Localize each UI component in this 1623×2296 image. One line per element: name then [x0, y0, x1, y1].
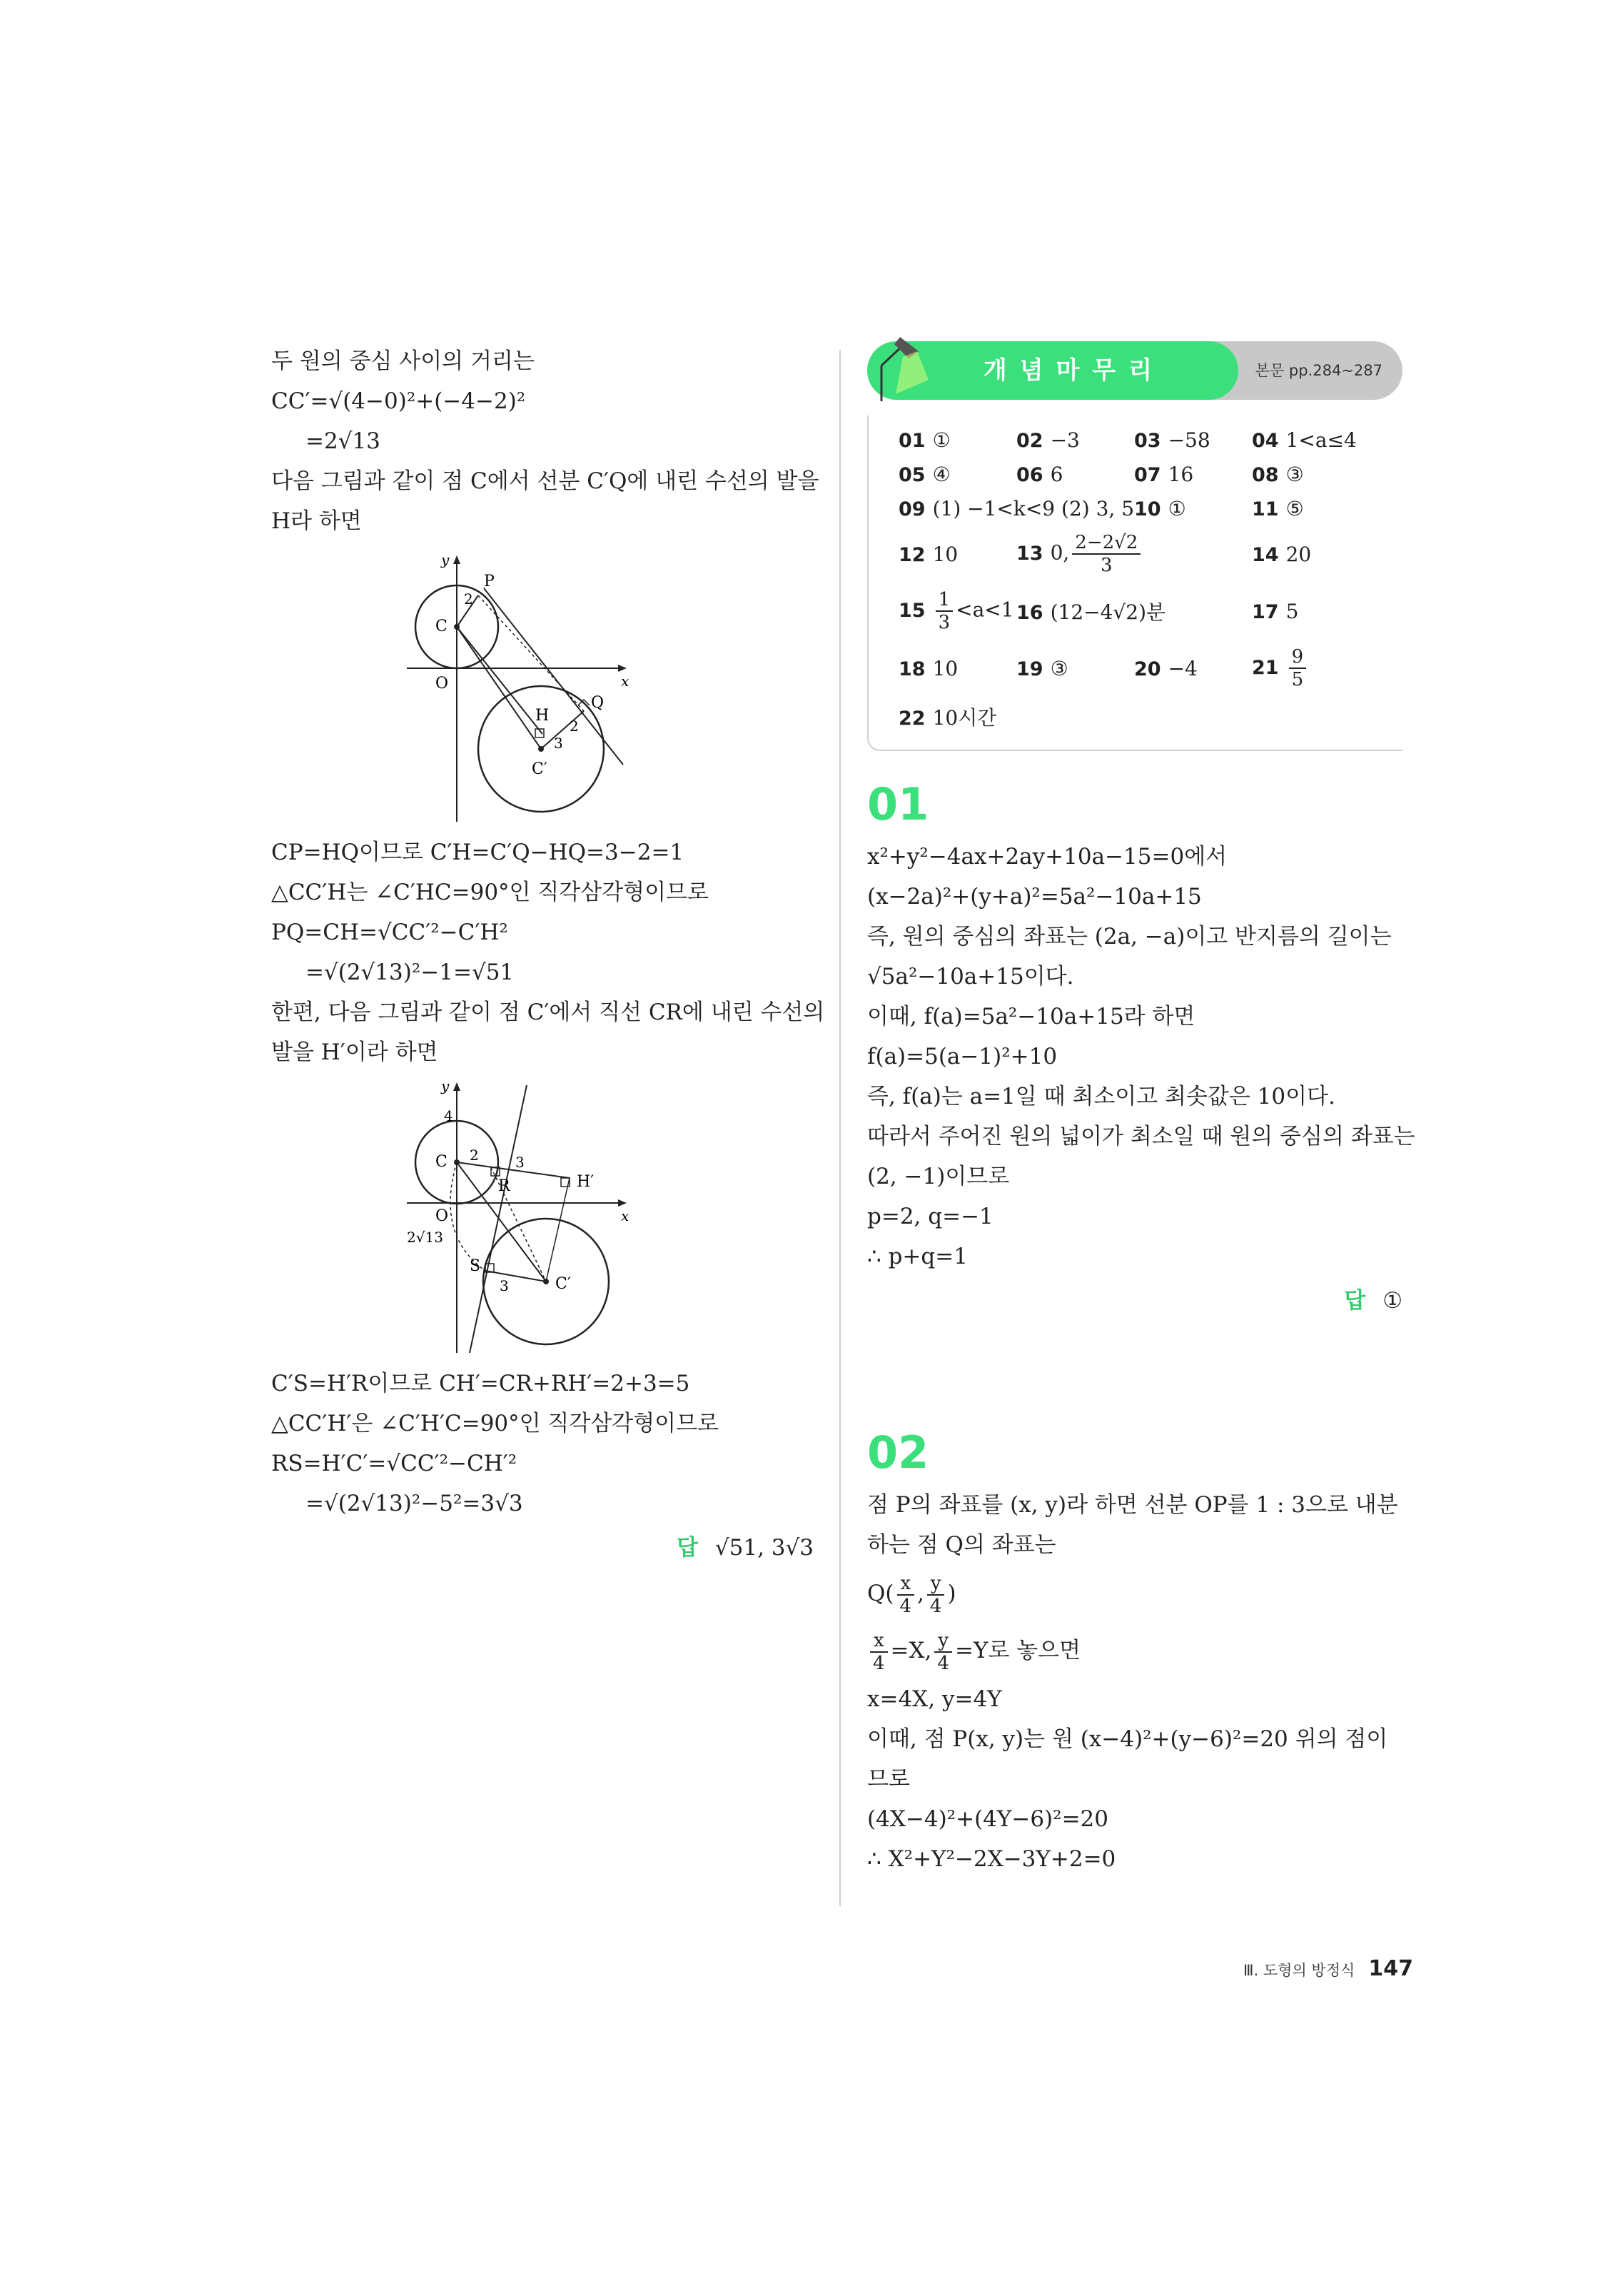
text-fragment: , [917, 1581, 924, 1606]
text-line: 두 원의 중심 사이의 거리는 [271, 348, 535, 374]
left-column [271, 341, 825, 1568]
answer-value: −3 [1050, 428, 1080, 452]
problem-number: 10 [1134, 498, 1161, 520]
problem-number: 14 [1252, 543, 1279, 566]
answer-value: 10 [932, 656, 959, 680]
text-line: 다음 그림과 같이 점 C에서 선분 C′Q에 내린 수선의 발을 [271, 468, 819, 494]
axis-label-y: y [441, 551, 450, 568]
answer-value: √51, 3√3 [714, 1535, 814, 1561]
numerator: 9 [1289, 646, 1307, 669]
problem-number: 02 [1016, 429, 1043, 452]
text-line: 므로 [867, 1766, 910, 1792]
answer-row [899, 697, 1402, 737]
problem-number: 06 [1016, 463, 1043, 486]
problem-number: 03 [1134, 429, 1161, 452]
problem-number: 11 [1252, 498, 1279, 520]
equation-line: x=4X, y=4Y [867, 1686, 1002, 1712]
point-label-h: H [535, 707, 550, 725]
equation-line: (x−2a)²+(y+a)²=5a²−10a+15 [867, 884, 1202, 910]
origin-label: O [435, 675, 449, 693]
text-line: 이때, 점 P(x, y)는 원 (x−4)²+(y−6)²=20 위의 점이 [867, 1726, 1388, 1752]
section-number: 01 [867, 778, 929, 830]
fraction [897, 1573, 915, 1617]
text-line: 즉, f(a)는 a=1일 때 최소이고 최솟값은 10이다. [867, 1084, 1335, 1109]
answer-value: ① [1382, 1288, 1402, 1314]
text-line: 즉, 원의 중심의 좌표는 (2a, −a)이고 반지름의 길이는 [867, 924, 1392, 950]
point-label-s: S [470, 1257, 481, 1275]
text-line: 이때, f(a)=5a²−10a+15라 하면 [867, 1004, 1195, 1029]
answer-row [899, 423, 1402, 457]
length-label: 2 [470, 1147, 479, 1164]
answer-value: (1) −1<k<9 (2) 3, 5 [932, 496, 1135, 520]
numerator: y [927, 1573, 945, 1596]
denominator: 4 [899, 1595, 912, 1617]
answer-line [271, 1528, 814, 1568]
length-label: 3 [554, 735, 563, 752]
equation-line: √5a²−10a+15이다. [867, 964, 1074, 990]
chapter-title: Ⅲ. 도형의 방정식 [1243, 1962, 1355, 1979]
problem-number: 09 [899, 498, 926, 520]
text-fragment: =X, [890, 1638, 932, 1663]
answer-row [899, 457, 1402, 491]
answer-key [867, 416, 1402, 751]
problem-number: 08 [1252, 463, 1279, 486]
answer-value: 20 [1285, 542, 1312, 566]
point-label-q: Q [591, 694, 605, 712]
equation-line: ∴ p+q=1 [867, 1244, 968, 1269]
equation-line: (4X−4)²+(4Y−6)²=20 [867, 1806, 1109, 1832]
problem-number: 18 [899, 658, 926, 680]
equation-line: ∴ X²+Y²−2X−3Y+2=0 [867, 1846, 1116, 1872]
answer-value: 10시간 [932, 706, 997, 730]
problem-number: 22 [899, 708, 926, 730]
answer-value: ③ [1285, 462, 1304, 486]
equation-line: f(a)=5(a−1)²+10 [867, 1044, 1058, 1069]
length-label: 2√13 [407, 1229, 443, 1246]
length-label: 3 [515, 1154, 525, 1171]
numerator: 1 [936, 589, 954, 612]
problem-number: 01 [899, 429, 926, 452]
problem-number: 07 [1134, 463, 1161, 486]
problem-number: 17 [1252, 600, 1279, 623]
answer-tag: 답 [677, 1535, 699, 1561]
fraction [1072, 532, 1141, 576]
numerator: x [870, 1630, 888, 1653]
text-line: H라 하면 [271, 508, 362, 534]
numerator: y [934, 1630, 952, 1653]
equation-line [867, 1565, 1402, 1622]
problem-number: 21 [1252, 656, 1279, 679]
text-fragment: ) [947, 1581, 956, 1606]
text-line: 따라서 주어진 원의 넓이가 최소일 때 원의 중심의 좌표는 [867, 1124, 1415, 1149]
equation-line: x²+y²−4ax+2ay+10a−15=0에서 [867, 844, 1228, 870]
point-label-p: P [484, 573, 495, 590]
equation-line: CC′=√(4−0)²+(−4−2)² [271, 388, 526, 414]
equation-line: PQ=CH=√CC′²−C′H² [271, 920, 508, 945]
length-label: 3 [500, 1277, 509, 1294]
answer-row [899, 525, 1402, 583]
concept-review-banner [867, 341, 1402, 400]
answer-row [899, 640, 1402, 697]
numerator: 2−2√2 [1072, 532, 1141, 555]
answer-value: ① [932, 428, 951, 452]
text-line: △CC′H′은 ∠C′H′C=90°인 직각삼각형이므로 [271, 1411, 719, 1436]
figure-2 [407, 1078, 649, 1356]
fraction [927, 1573, 945, 1617]
fraction [870, 1630, 888, 1674]
answer-value: 1<a≤4 [1285, 428, 1357, 452]
banner-title: 개념마무리 [867, 341, 1238, 400]
denominator: 4 [873, 1652, 885, 1674]
problem-number: 15 [899, 599, 926, 622]
page-number: 147 [1368, 1956, 1413, 1981]
banner-page-ref: 본문 pp.284~287 [1210, 341, 1402, 400]
equation-line: p=2, q=−1 [867, 1204, 993, 1229]
answer-value: −58 [1168, 428, 1210, 452]
section-number: 02 [867, 1426, 929, 1479]
fraction [934, 1630, 952, 1674]
text-line: (2, −1)이므로 [867, 1164, 1010, 1189]
equation-line: C′S=H′R이므로 CH′=CR+RH′=2+3=5 [271, 1371, 690, 1396]
answer-value: −4 [1168, 656, 1198, 680]
equation-line: CP=HQ이므로 C′H=C′Q−HQ=3−2=1 [271, 840, 684, 865]
answer-value: ④ [932, 462, 951, 486]
figure-1 [407, 547, 649, 825]
answer-value: 0, [1050, 540, 1070, 565]
length-label: 2 [570, 718, 579, 735]
point-label-c: C [435, 1153, 448, 1171]
equation-line [867, 1622, 1402, 1679]
text-line: 발을 H′이라 하면 [271, 1039, 438, 1065]
denominator: 3 [938, 612, 951, 633]
problem-number: 05 [899, 463, 926, 486]
length-label: 2 [464, 590, 473, 608]
answer-value: ③ [1050, 656, 1068, 680]
answer-value: ⑤ [1285, 496, 1304, 520]
tick-label: 4 [444, 1107, 453, 1124]
equation-line: =√(2√13)²−5²=3√3 [305, 1491, 523, 1516]
denominator: 5 [1291, 669, 1304, 690]
problem-number: 04 [1252, 429, 1279, 452]
problem-number: 19 [1016, 658, 1043, 680]
problem-number: 13 [1016, 542, 1043, 565]
column-divider [839, 350, 841, 1906]
denominator: 4 [929, 1595, 942, 1617]
answer-value: 6 [1050, 462, 1063, 486]
text-line: 하는 점 Q의 좌표는 [867, 1532, 1056, 1558]
answer-row [899, 491, 1402, 525]
text-fragment: =Y로 놓으면 [955, 1638, 1081, 1663]
point-label-c-prime: C′ [555, 1275, 571, 1293]
text-fragment: Q( [867, 1581, 894, 1606]
numerator: x [897, 1573, 915, 1596]
answer-value: 10 [932, 542, 959, 566]
lamp-icon [867, 330, 931, 408]
axis-label-y: y [441, 1078, 450, 1094]
point-label-r: R [498, 1177, 510, 1195]
answer-value: (12−4√2)분 [1050, 600, 1166, 624]
answer-value: <a<1 [956, 598, 1014, 622]
origin-label: O [435, 1207, 449, 1225]
answer-row [899, 583, 1402, 640]
answer-value: ① [1168, 496, 1186, 520]
axis-label-x: x [621, 673, 630, 690]
problem-number: 20 [1134, 658, 1161, 680]
fraction [936, 589, 954, 633]
point-label-c: C [435, 618, 448, 635]
right-column [867, 341, 1415, 1879]
denominator: 4 [937, 1652, 949, 1674]
text-line: 점 P의 좌표를 (x, y)라 하면 선분 OP를 1 : 3으로 내분 [867, 1492, 1398, 1518]
problem-number: 16 [1016, 602, 1043, 624]
point-label-c-prime: C′ [532, 760, 547, 778]
equation-line: RS=H′C′=√CC′²−CH′² [271, 1451, 517, 1476]
equation-line: =√(2√13)²−1=√51 [305, 960, 515, 985]
text-line: 한편, 다음 그림과 같이 점 C′에서 직선 CR에 내린 수선의 [271, 1000, 825, 1025]
text-line: △CC′H는 ∠C′HC=90°인 직각삼각형이므로 [271, 880, 709, 905]
answer-value: 5 [1285, 599, 1299, 623]
denominator: 3 [1101, 555, 1113, 576]
equation-line: =2√13 [305, 428, 380, 454]
answer-value: 16 [1168, 462, 1194, 486]
page-footer [1213, 1956, 1413, 1981]
fraction [1289, 646, 1307, 690]
answer-line [867, 1281, 1402, 1321]
point-label-h-prime: H′ [577, 1173, 595, 1191]
problem-number: 12 [899, 543, 926, 566]
axis-label-x: x [621, 1207, 630, 1224]
answer-tag: 답 [1344, 1288, 1366, 1314]
